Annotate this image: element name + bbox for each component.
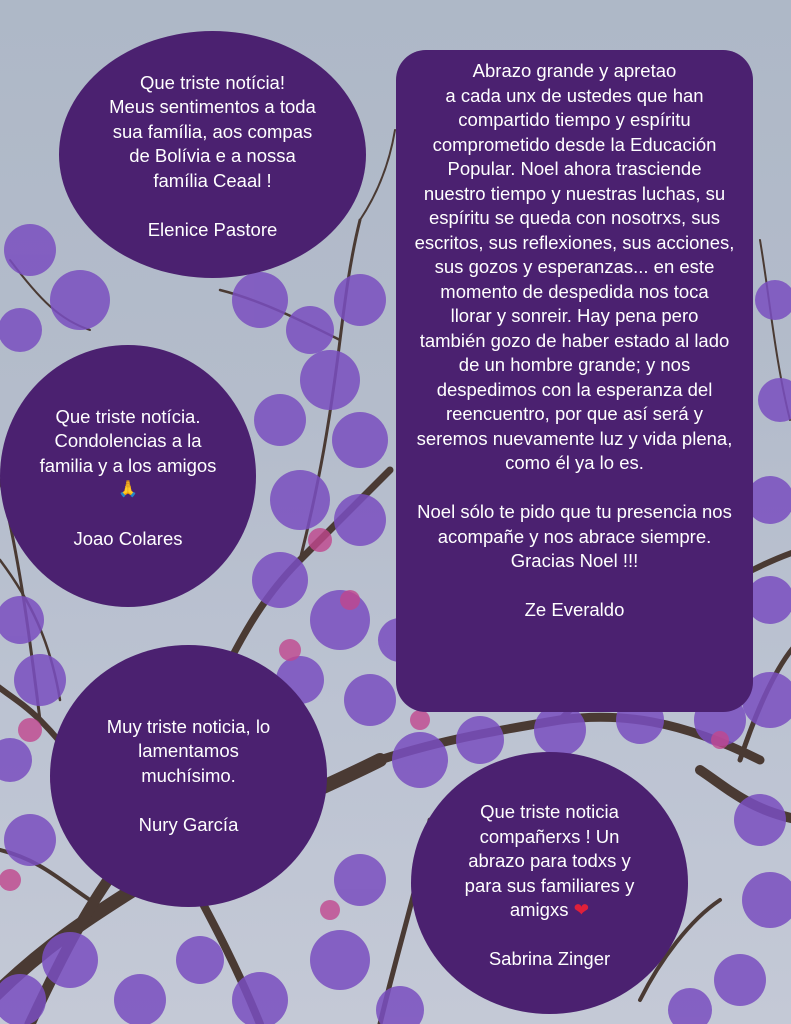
message-text-line: escritos, sus reflexiones, sus acciones, bbox=[414, 231, 735, 253]
message-text-line: llorar y sonreir. Hay pena pero bbox=[450, 305, 699, 326]
message-text-line: compartido tiempo y espíritu bbox=[458, 109, 691, 130]
message-text-line: Muy triste noticia, lo bbox=[106, 715, 271, 737]
message-text-line: Meus sentimentos a toda bbox=[109, 96, 316, 118]
message-text-line: Condolencias a la bbox=[54, 430, 202, 451]
message-text-line: acompañe y nos abrace siempre. bbox=[437, 525, 712, 547]
message-text-line: sua família, aos compas bbox=[112, 120, 313, 142]
red-heart-icon: ❤ bbox=[573, 899, 590, 921]
message-text-line: también gozo de haber estado al lado bbox=[419, 329, 730, 351]
message-text-line: Noel sólo te pido que tu presencia nos bbox=[417, 501, 732, 522]
message-text-line: reencuentro, por que así será y bbox=[445, 403, 704, 424]
message-text-line: seremos nuevamente luz y vida plena, bbox=[416, 427, 733, 449]
message-author: Nury García bbox=[138, 813, 239, 835]
message-text-line: de un hombre grande; y nos bbox=[458, 354, 691, 375]
message-bubble-elenice bbox=[59, 31, 366, 278]
message-text-line: compañerxs ! Un bbox=[479, 825, 620, 847]
message-text-line: Popular. Noel ahora trasciende bbox=[447, 158, 702, 179]
message-text-line: comprometido desde la Educación bbox=[432, 133, 717, 155]
message-author: Sabrina Zinger bbox=[488, 948, 611, 970]
message-author: Elenice Pastore bbox=[147, 218, 278, 240]
message-text-line: abrazo para todxs y bbox=[468, 850, 631, 872]
folded-hands-icon: 🙏 bbox=[118, 481, 138, 498]
message-text-line: Que triste noticia bbox=[480, 801, 619, 823]
message-text-line: Abrazo grande y apretao bbox=[472, 60, 677, 81]
message-text-line: para sus familiares y bbox=[464, 874, 635, 896]
message-text-line: muchísimo. bbox=[141, 764, 236, 786]
message-text-line: família Ceaal ! bbox=[153, 169, 272, 191]
message-text-line: de Bolívia e a nossa bbox=[129, 145, 296, 167]
message-bubble-nury bbox=[50, 645, 327, 907]
message-text-line: espíritu se queda con nosotrxs, sus bbox=[428, 207, 721, 228]
message-text-line: sus gozos y esperanzas... en este bbox=[434, 256, 715, 277]
message-text-line: despedimos con la esperanza del bbox=[436, 378, 713, 400]
message-card-ze bbox=[396, 50, 753, 712]
message-author: Ze Everaldo bbox=[524, 599, 625, 620]
message-text-line: como él ya lo es. bbox=[505, 452, 644, 473]
message-text-line: a cada unx de ustedes que han bbox=[445, 84, 704, 106]
message-text-line: nuestro tiempo y nuestras luchas, su bbox=[423, 182, 726, 204]
message-author: Joao Colares bbox=[73, 528, 183, 549]
message-text-line: familia y a los amigos bbox=[39, 454, 217, 476]
message-text-line: Gracias Noel !!! bbox=[510, 550, 639, 571]
message-text-line: lamentamos bbox=[138, 740, 239, 762]
message-text-line-with-heart bbox=[510, 898, 589, 923]
message-bubble-sabrina bbox=[411, 752, 688, 1014]
message-text-line: momento de despedida nos toca bbox=[440, 280, 709, 302]
message-bubble-joao bbox=[0, 345, 256, 607]
message-text-line: Que triste notícia! bbox=[140, 71, 285, 93]
message-text-segment: amigxs bbox=[509, 899, 569, 921]
message-text-line: Que triste notícia. bbox=[55, 405, 201, 427]
